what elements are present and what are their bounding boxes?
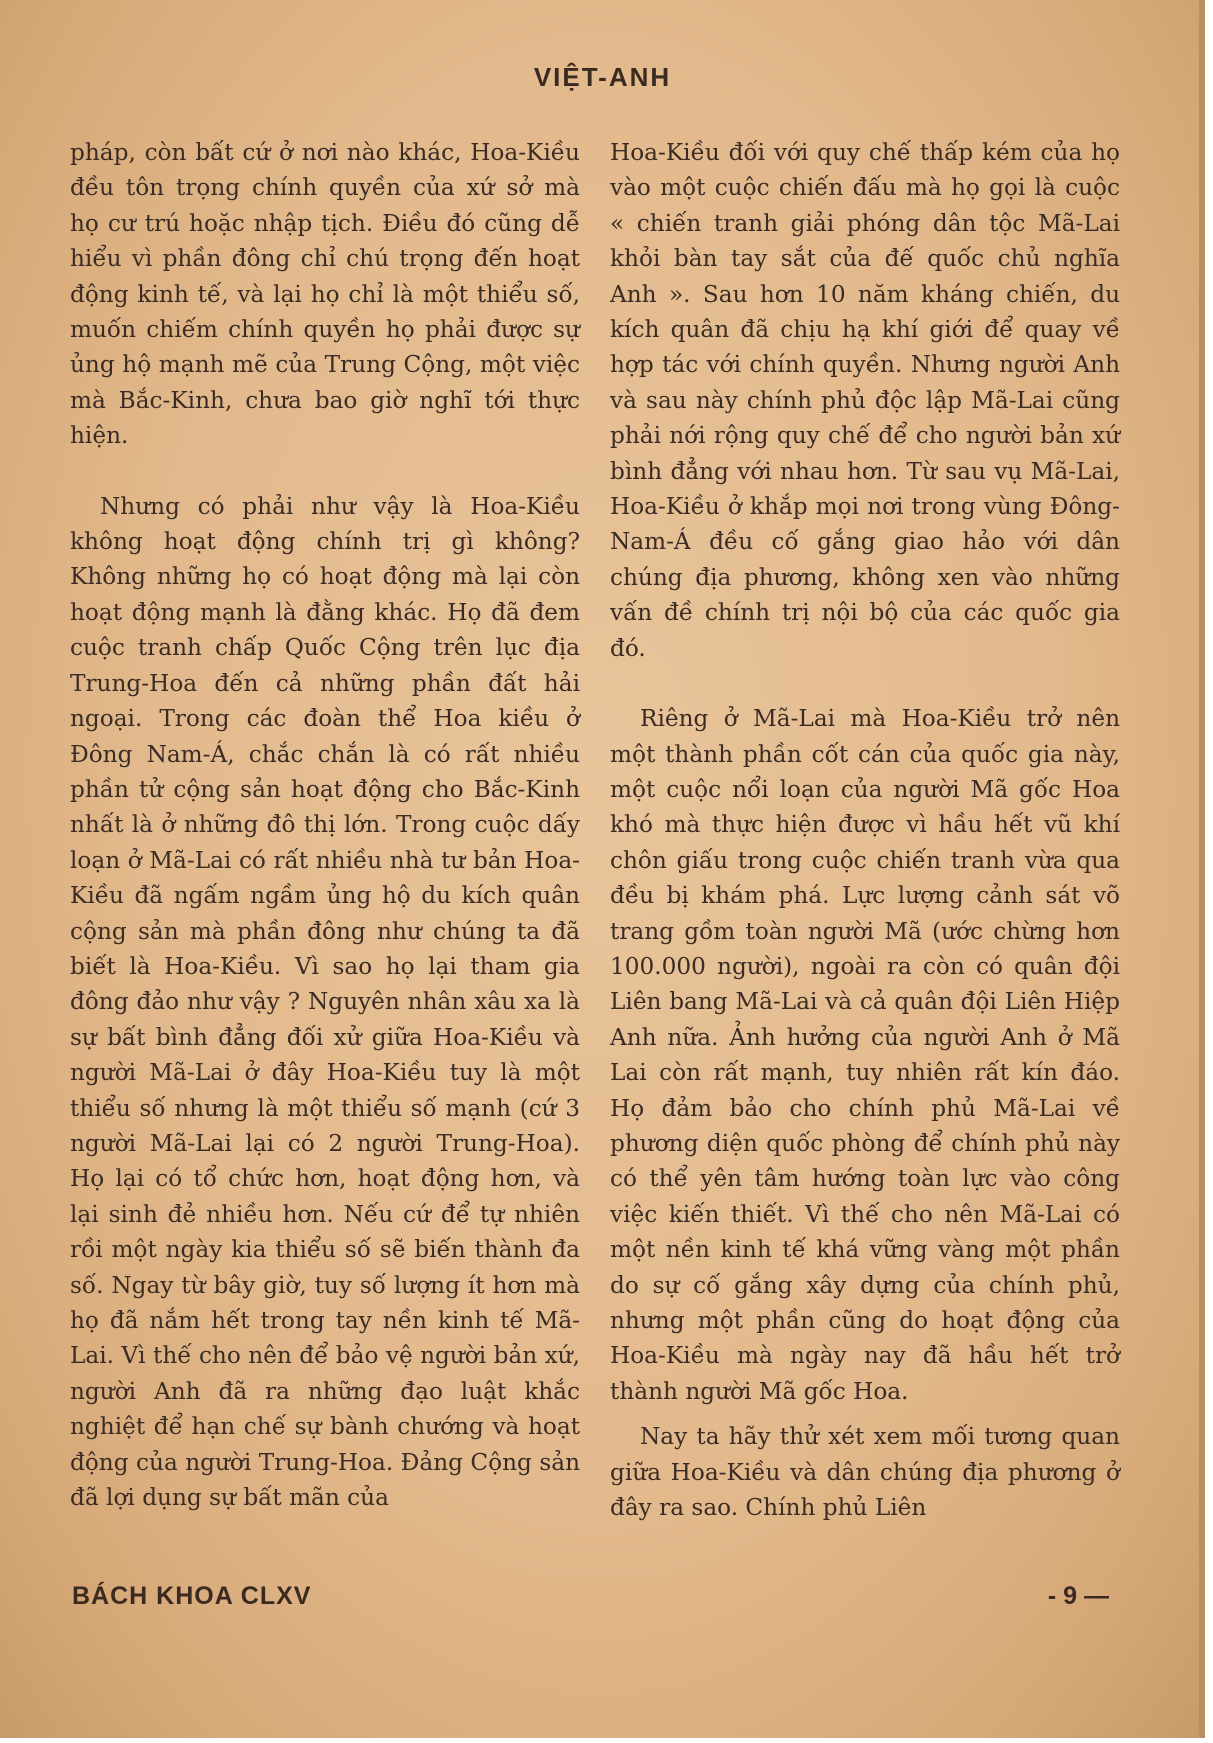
- running-header: VIỆT-ANH: [533, 62, 672, 92]
- journal-footer: BÁCH KHOA CLXV: [72, 1582, 312, 1610]
- right-paragraph-2: Riêng ở Mã-Lai mà Hoa-Kiều trở nên một thành phần cốt cán của quốc gia này, một cuộc nổi loạn của người Mã gốc Hoa khó mà thực hiện được vì hầu hết vũ khí chôn giấu trong cuộc chiến tranh vừa qua đều bị khám phá. Lực lượng cảnh sát võ trang gồm toàn người Mã (ước chừng hơn 100.000 người), ngoài ra còn có quân đội Liên bang Mã-Lai và cả quân đội Liên Hiệp Anh nữa. Ảnh hưởng của người Anh ở Mã Lai còn rất mạnh, tuy nhiên rất kín đáo. Họ đảm bảo cho chính phủ Mã-Lai về phương diện quốc phòng để chính phủ này có thể yên tâm hướng toàn lực vào công việc kiến thiết. Vì thế cho nên Mã-Lai có một nền kinh tế khá vững vàng một phần do sự cố gắng xây dựng của chính phủ, nhưng một phần cũng do hoạt động của Hoa-Kiều mà ngày nay đã hầu hết trở thành người Mã gốc Hoa.: [610, 705, 1120, 1405]
- right-paragraph-1: Hoa-Kiều đối với quy chế thấp kém của họ vào một cuộc chiến đấu mà họ gọi là cuộc « chiến tranh giải phóng dân tộc Mã-Lai khỏi bàn tay sắt của đế quốc chủ nghĩa Anh ». Sau hơn 10 năm kháng chiến, du kích quân đã chịu hạ khí giới để quay về hợp tác với chính quyền. Nhưng người Anh và sau này chính phủ độc lập Mã-Lai cũng phải nới rộng quy chế để cho người bản xứ bình đẳng với nhau hơn. Từ sau vụ Mã-Lai, Hoa-Kiều ở khắp mọi nơi trong vùng Đông-Nam-Á đều cố gắng giao hảo với dân chúng địa phương, không xen vào những vấn đề chính trị nội bộ của các quốc gia đó.: [610, 139, 1120, 662]
- left-column: [70, 135, 580, 1515]
- right-column: [610, 135, 1120, 1525]
- right-paragraph-3: Nay ta hãy thử xét xem mối tương quan giữa Hoa-Kiều và dân chúng địa phương ở đây ra sao. Chính phủ Liên: [610, 1423, 1120, 1522]
- left-paragraph-2: Nhưng có phải như vậy là Hoa-Kiều không hoạt động chính trị gì không? Không những họ có hoạt động mà lại còn hoạt động mạnh là đằng khác. Họ đã đem cuộc tranh chấp Quốc Cộng trên lục địa Trung-Hoa đến cả những phần đất hải ngoại. Trong các đoàn thể Hoa kiều ở Đông Nam-Á, chắc chắn là có rất nhiều phần tử cộng sản hoạt động cho Bắc-Kinh nhất là ở những đô thị lớn. Trong cuộc dấy loạn ở Mã-Lai có rất nhiều nhà tư bản Hoa-Kiều đã ngấm ngầm ủng hộ du kích quân cộng sản mà phần đông như chúng ta đã biết là Hoa-Kiều. Vì sao họ lại tham gia đông đảo như vậy ? Nguyên nhân xâu xa là sự bất bình đẳng đối xử giữa Hoa-Kiều và người Mã-Lai ở đây Hoa-Kiều tuy là một thiểu số nhưng là một thiểu số mạnh (cứ 3 người Mã-Lai lại có 2 người Trung-Hoa). Họ lại có tổ chức hơn, hoạt động hơn, và lại sinh đẻ nhiều hơn. Nếu cứ để tự nhiên rồi một ngày kia thiểu số sẽ biến thành đa số. Ngay từ bây giờ, tuy số lượng ít hơn mà họ đã nắm hết trong tay nền kinh tế Mã-Lai. Vì thế cho nên để bảo vệ người bản xứ, người Anh đã ra những đạo luật khắc nghiệt để hạn chế sự bành chướng và hoạt động của người Trung-Hoa. Đảng Cộng sản đã lợi dụng sự bất mãn của: [70, 492, 580, 1512]
- page-number: - 9 —: [1047, 1582, 1109, 1610]
- left-paragraph-1: pháp, còn bất cứ ở nơi nào khác, Hoa-Kiều đều tôn trọng chính quyền của xứ sở mà họ cư trú hoặc nhập tịch. Điều đó cũng dễ hiểu vì phần đông chỉ chú trọng đến hoạt động kinh tế, và lại họ chỉ là một thiểu số, muốn chiếm chính quyền họ phải được sự ủng hộ mạnh mẽ của Trung Cộng, một việc mà Bắc-Kinh, chưa bao giờ nghĩ tới thực hiện.: [70, 139, 580, 450]
